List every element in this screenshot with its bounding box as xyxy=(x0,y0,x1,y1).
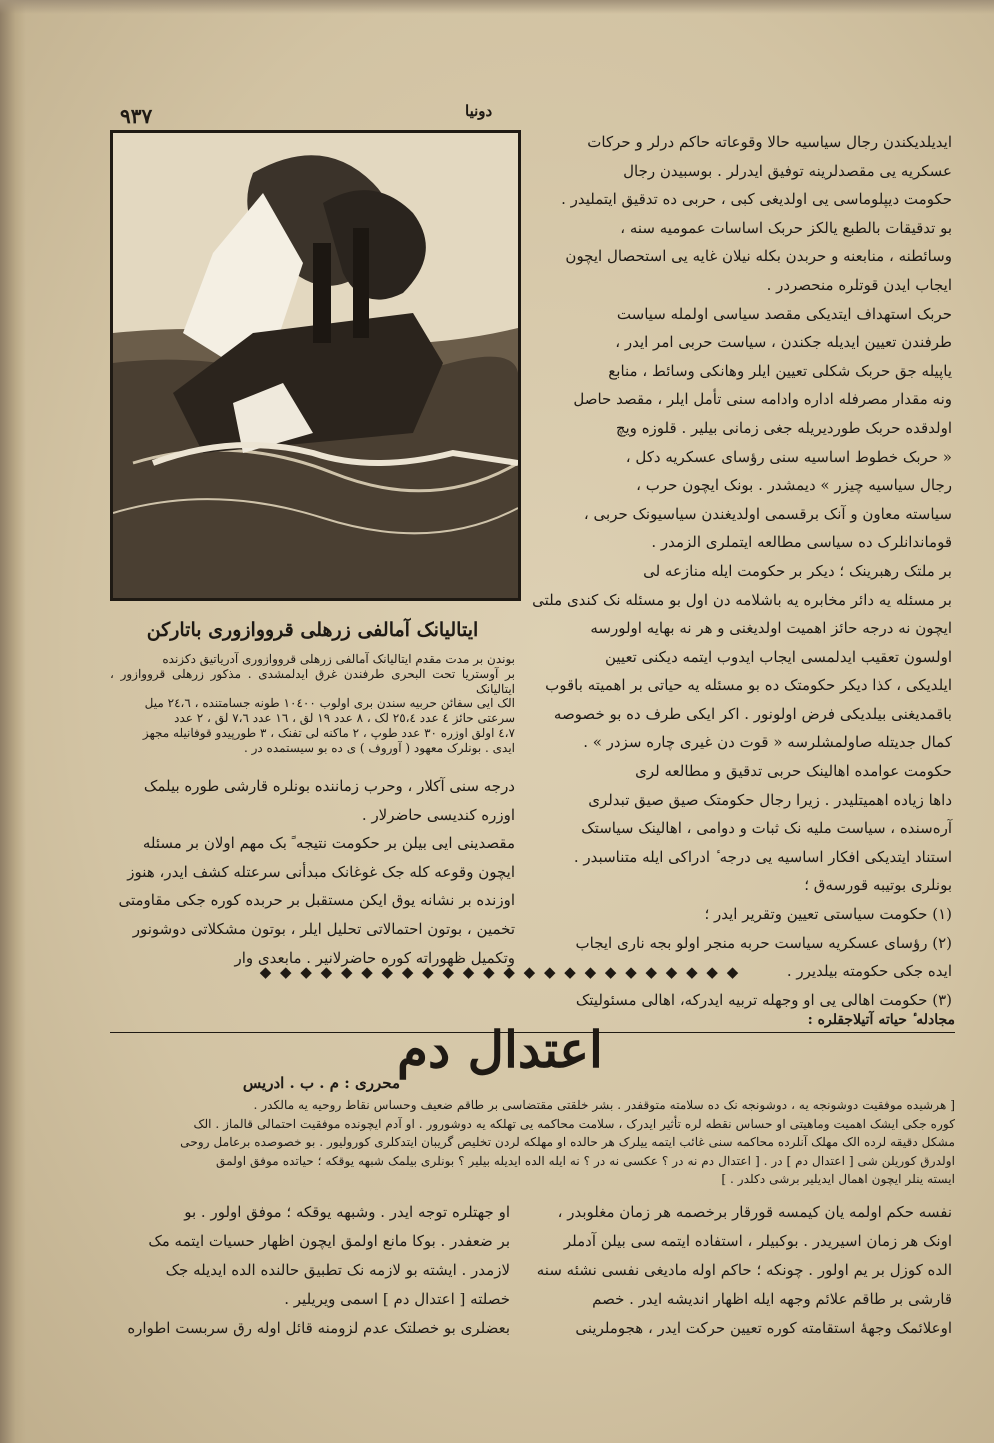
text-line: قارشی بر طاقم علائم وجهه ایله اظهار اندیشه ایدر . خصم xyxy=(592,1290,952,1308)
article-byline: محرری : م . ب . ادریس xyxy=(242,1074,400,1092)
caption-line: الک ایی سفائن حربیه سندن بری اولوب ١٠٤٠٠ طونه جسامتنده ، ٢٤،٦ میل xyxy=(144,696,515,711)
text-line: باقمدیغنی بیلدیکی فرض اولونور . اکر ایکی طرف ده بو خصوصه xyxy=(553,704,952,723)
caption-line: ٤،٧ اولق اوزره ٣٠ عدد طوپ ، ٢ ماکنه لی تفنک ، ٣ طورپیدو قوفانیله مجهز xyxy=(142,725,515,740)
text-line: الده کوزل بر یم اولور . چونکه ؛ حاکم اوله مادیغی نفسی نشئه سنه xyxy=(536,1261,952,1279)
text-line: بونلری بوتیبه قورسەق ؛ xyxy=(804,876,952,895)
text-line: « حربک خطوط اساسیه سنی رؤسای عسکریه دکل ، xyxy=(625,447,952,466)
star-divider: ◆ ◆ ◆ ◆ ◆ ◆ ◆ ◆ ◆ ◆ ◆ ◆ ◆ ◆ ◆ ◆ ◆ ◆ ◆ ◆ ◆ ◆ ◆ ◆ xyxy=(259,963,741,981)
text-line: ایچون وقوعه کله جک غوغانک مبدأنی سرعتله کشف ایدر، هنوز xyxy=(127,862,515,881)
text-line: کمال جدیتله صاولمشلرسه « قوت دن غیری چاره سزدر » . xyxy=(583,733,952,752)
caption-line: سرعتی حائز ٤ عدد ٢٥،٤ لک ، ٨ عدد ١٩ لق ، ١٦ عدد ٧،٦ لق ، ٢ عدد xyxy=(174,711,515,726)
text-line: حکومت دیپلوماسی یی اولدیغی کبی ، حربی ده تدقیق ایتملیدر . xyxy=(561,190,952,209)
text-line: ایلدیکی ، کذا دیکر حکومتک ده بو مسئله یه حیاتی بر اهمیته باقوب xyxy=(545,676,952,695)
page-binding xyxy=(0,0,26,1443)
text-line: تخمین ، بوتون احتمالاتی تحلیل ایلر ، بوتون مشکلاتی دوشونور xyxy=(132,919,515,938)
text-line: حربک استهداف ایتدیکی مقصد سیاسی اولمله سیاست xyxy=(616,304,952,323)
text-line: یاپیله جق حربک شکلی تعیین ایلر وهانکی وسائط ، منابع xyxy=(608,361,952,380)
intro-line: اولدرق کوریلن شی [ اعتدال دم ] در . [ اعتدال دم نه در ؟ عکسی نه در ؟ نه ایله الده ایدیله بیلیر ؟ بونلری بیلمک شبهه یوقکه ؛ حیاتده موفق اولمق xyxy=(215,1153,955,1168)
text-line: نفسه حکم اولمه یان کیمسه قورقار برخصمه هر زمان مغلوبدر ، xyxy=(557,1203,952,1221)
text-line: آرەسندە ، سیاست ملیه نک ثبات و دوامی ، اهالینک سیاستک xyxy=(581,819,952,838)
page-number: ٩٣٧ xyxy=(120,104,153,128)
text-line: اولدقده حربک طوردیریله جغی زمانی بیلیر . قلوزه ویچ xyxy=(615,418,952,437)
article-left-column xyxy=(110,1198,510,1418)
text-line: درجه سنی آکلار ، وحرب زماننده بونلره قارشی طوره بیلمک xyxy=(143,777,515,795)
text-line: ایجاب ایدن قوتلره منحصردر . xyxy=(766,275,952,294)
text-line: اوزنده بر نشانه یوق ایکن مستقبل بر حربده کوره جکی مقاومتی xyxy=(118,891,515,910)
text-line: بو تدقیقات بالطبع یالکز حربک اساسات عمومیه سنه ، xyxy=(620,218,952,237)
intro-line: کوره جکی ایشک اهمیت وماهیتی او حساس نقطه لره تأثیر ایدرک ، سلامت محاکمه یی تهلکه یه دوشورور . او آدم ایچونده موفقیت احتمالی قالماز . الک xyxy=(193,1116,955,1131)
intro-line: ایسته ینلر ایچون اهمال ایدیلیر برشی دکلدر . ] xyxy=(721,1172,955,1187)
sinking-cruiser-drawing xyxy=(113,133,518,598)
text-line: قوماندانلرک ده سیاسی مطالعه ایتملری الزمدر . xyxy=(651,533,952,552)
text-line: خصلته [ اعتدال دم ] اسمی ویریلیر . xyxy=(284,1290,510,1308)
caption-line: ایدی . بونلرک معهود ( آوروف ) ی ده بو سیستمده در . xyxy=(243,740,515,755)
text-line: بر ضعفدر . بوکا مانع اولمق ایچون اظهار حسیات ایتمه مک xyxy=(148,1232,510,1250)
article-right-column xyxy=(512,1198,952,1418)
text-line: اولسون تعقیب ایدلمسی ایجاب ایدوب ایتمه دیکنی تعیین xyxy=(604,647,952,666)
article-title: اعتدال دم xyxy=(397,1020,603,1079)
section-label: مجادله ٔ حیاته آتیلاجقلره : xyxy=(807,1012,955,1028)
intro-line: [ هرشیده موفقیت دوشونجه یه ، دوشونجه نک ده سلامته متوقفدر . بشر خلقتی مقتضاسی بر طاقم ضعیف وحساس نقاط روحیه یه مالکدر . xyxy=(253,1098,955,1112)
text-line: استناد ایتدیکی افکار اساسیه یی درجه ٔ ادراکی ایله متناسبدر . xyxy=(573,847,952,866)
text-line: (١) حکومت سیاستی تعیین وتقریر ایدر ؛ xyxy=(704,905,952,924)
left-column-text xyxy=(110,772,515,967)
text-line: ایده جکی حکومته بیلدیرر . xyxy=(786,962,952,981)
text-line: اونک هر زمان اسیریدر . بوکبیلر ، استفاده ایتمه سی بیلن آدملر xyxy=(563,1232,952,1250)
text-line: (٢) رؤسای عسکریه سیاست حربه منجر اولو بجه ناری ایجاب xyxy=(575,933,952,952)
text-line: سیاسته معاون و آنک برقسمی اولدیغندن سیاسیونک حربی ، xyxy=(583,504,952,523)
text-line: ونه مقدار مصرفله اداره وادامه سنی تأمل ایلر ، مقصد حاصل xyxy=(573,390,952,409)
text-line: بعضلری بو خصلتک عدم لزومنه قائل اوله رق سربست اطواره xyxy=(127,1319,510,1337)
text-line: اوعلائمک وجههٔ استقامته کوره تعیین حرکت ایدر ، هجوملرینی xyxy=(575,1319,952,1337)
intro-line: مشکل دقیقه لرده الک مهلک آنلرده محاکمه سنی غائب ایتمه ییلرک هر حالده او مهلکه لردن تخلیص گریبان ایتدکلری کورولیور . بو خصوصده برعامل روحی xyxy=(180,1135,955,1150)
text-line: ایدیلدیکندن رجال سیاسیه حالا وقوعاته حاکم درلر و حرکات xyxy=(587,133,952,151)
right-column-text xyxy=(522,128,952,1009)
warship-illustration xyxy=(110,130,521,601)
magazine-name: دونیا xyxy=(465,102,493,120)
illustration-caption xyxy=(110,652,515,772)
text-line: بر مسئله یه دائر مخابره یه باشلامه دن اول بو مسئله نک کندی ملتی xyxy=(532,590,952,609)
text-line: اوزره کندیسی حاضرلار . xyxy=(361,805,515,824)
text-line: وتکمیل ظهوراته کوره حاضرلانیر . مابعدی وار xyxy=(234,948,515,967)
text-line: مقصدینی ایی بیلن بر حکومت نتیجه ً بک مهم اولان بر مسئله xyxy=(142,834,515,853)
text-line: عسکریه یی مقصدلرینه توفیق ایدرلر . بوسبیدن رجال xyxy=(623,161,952,180)
text-line: او جهتلره توجه ایدر . وشبهه یوقکه ؛ موفق اولور . بو xyxy=(184,1203,510,1221)
text-line: حکومت عوامده اهالینک حربی تدقیق و مطالعه لری xyxy=(635,762,952,781)
text-line: رجال سیاسیه چیزر » دیمشدر . بونک ایچون حرب ، xyxy=(636,476,952,495)
text-line: ایچون نه درجه حائز اهمیت اولدیغنی و هر نه بهایه اولورسه xyxy=(590,619,952,638)
illustration-caption-title: ایتالیانک آمالفی زرهلی قرووازوری باتارکن xyxy=(146,619,479,641)
text-line: (٣) حکومت اهالی یی او وجهله تربیه ایدرکه، اهالی مسئولیتک xyxy=(575,990,952,1009)
caption-line: بر آوستریا تحت البحری طرفندن غرق ایدلمشدی . مذکور زرهلی قرووازور ، ایتالیانک xyxy=(110,666,515,696)
text-line: داها زیاده اهمیتلیدر . زیرا رجال حکومتک صیق صیق تبدلری xyxy=(588,790,952,809)
text-line: وسائطنه ، منابعنه و حربدن بکله نیلان غایه یی استحصال ایچون xyxy=(565,247,952,266)
article-intro xyxy=(110,1096,955,1196)
caption-line: بوندن بر مدت مقدم ایتالیانک آمالفی زرهلی قرووازوری آدریاتیق دکزنده xyxy=(162,652,515,666)
text-line: بر ملتک رهبرینک ؛ دیکر بر حکومت ایله منازعه لی xyxy=(643,561,952,580)
text-line: طرفندن تعیین ایدیله جکندن ، سیاست حربی امر ایدر ، xyxy=(615,333,952,352)
page-top-edge xyxy=(0,0,994,14)
text-line: لازمدر . ایشته بو لازمه نک تطبیق حالنده الده ایدیله جک xyxy=(165,1261,510,1279)
